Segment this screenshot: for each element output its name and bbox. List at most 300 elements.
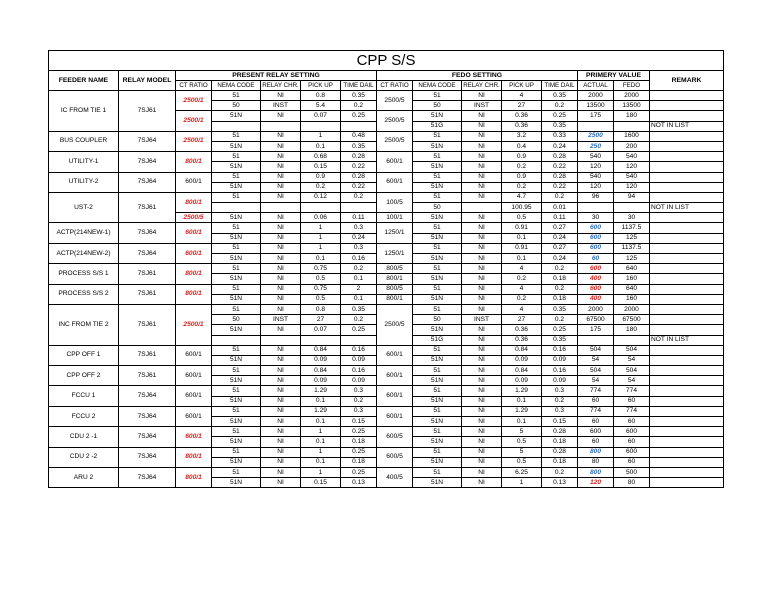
fedo-time-dail: 0.35 bbox=[542, 91, 578, 101]
fedo-time-dail: 0.28 bbox=[542, 152, 578, 162]
primary-fedo: 180 bbox=[614, 111, 650, 121]
primary-fedo: 1600 bbox=[614, 131, 650, 141]
fedo-nema-code: 51N bbox=[413, 396, 462, 406]
fedo-time-dail: 0.24 bbox=[542, 254, 578, 264]
present-nema-code: 51N bbox=[212, 162, 261, 172]
table-row bbox=[49, 192, 724, 202]
present-time-dail: 0.2 bbox=[341, 396, 377, 406]
primary-actual: 54 bbox=[578, 355, 614, 365]
fedo-relay-chr: INST bbox=[462, 315, 502, 325]
fedo-nema-code: 51N bbox=[413, 162, 462, 172]
present-time-dail: 2 bbox=[341, 284, 377, 294]
relay-model: 7SJ64 bbox=[119, 406, 176, 426]
primary-fedo bbox=[614, 121, 650, 131]
primary-actual: 120 bbox=[578, 182, 614, 192]
remark bbox=[650, 284, 724, 294]
subheader-pick-up: PICK UP bbox=[301, 81, 341, 91]
primary-fedo: 2000 bbox=[614, 304, 650, 314]
fedo-pick-up: 0.84 bbox=[502, 345, 542, 355]
remark bbox=[650, 478, 724, 488]
primary-fedo: 640 bbox=[614, 264, 650, 274]
subheader-fedo: FEDO bbox=[614, 81, 650, 91]
present-nema-code: 51 bbox=[212, 172, 261, 182]
fedo-pick-up: 5 bbox=[502, 427, 542, 437]
fedo-time-dail: 0.25 bbox=[542, 111, 578, 121]
primary-fedo: 125 bbox=[614, 254, 650, 264]
fedo-pick-up: 0.2 bbox=[502, 162, 542, 172]
primary-fedo: 200 bbox=[614, 141, 650, 151]
primary-fedo: 60 bbox=[614, 437, 650, 447]
fedo-ct-ratio: 800/1 bbox=[377, 274, 413, 284]
present-pick-up: 0.2 bbox=[301, 182, 341, 192]
header-fedo-setting: FEDO SETTING bbox=[377, 71, 578, 81]
present-time-dail: 0.2 bbox=[341, 264, 377, 274]
present-relay-chr: NI bbox=[261, 152, 301, 162]
fedo-ct-ratio: 2500/5 bbox=[377, 111, 413, 131]
fedo-relay-chr: NI bbox=[462, 478, 502, 488]
remark bbox=[650, 274, 724, 284]
present-relay-chr: NI bbox=[261, 366, 301, 376]
present-time-dail: 0.25 bbox=[341, 427, 377, 437]
fedo-nema-code: 51 bbox=[413, 467, 462, 477]
primary-actual: 400 bbox=[578, 294, 614, 304]
primary-fedo: 1137.5 bbox=[614, 223, 650, 233]
fedo-relay-chr: NI bbox=[462, 274, 502, 284]
present-time-dail bbox=[341, 121, 377, 131]
present-nema-code: 51N bbox=[212, 274, 261, 284]
fedo-nema-code: 51 bbox=[413, 131, 462, 141]
remark bbox=[650, 243, 724, 253]
present-pick-up: 0.1 bbox=[301, 417, 341, 427]
primary-actual: 600 bbox=[578, 284, 614, 294]
present-nema-code: 51N bbox=[212, 437, 261, 447]
present-relay-chr: NI bbox=[261, 467, 301, 477]
header-feeder-name: FEEDER NAME bbox=[49, 71, 119, 91]
primary-actual: 2000 bbox=[578, 91, 614, 101]
present-ct-ratio: 2500/1 bbox=[176, 131, 212, 151]
fedo-nema-code: 51 bbox=[413, 264, 462, 274]
present-pick-up: 0.09 bbox=[301, 376, 341, 386]
fedo-relay-chr: NI bbox=[462, 406, 502, 416]
fedo-time-dail: 0.01 bbox=[542, 203, 578, 213]
fedo-pick-up: 27 bbox=[502, 101, 542, 111]
present-nema-code: 51 bbox=[212, 243, 261, 253]
fedo-relay-chr: NI bbox=[462, 366, 502, 376]
fedo-pick-up: 0.9 bbox=[502, 172, 542, 182]
primary-actual: 600 bbox=[578, 243, 614, 253]
present-relay-chr: NI bbox=[261, 386, 301, 396]
fedo-pick-up: 1.29 bbox=[502, 406, 542, 416]
fedo-pick-up: 0.36 bbox=[502, 335, 542, 345]
fedo-ct-ratio: 800/1 bbox=[377, 294, 413, 304]
fedo-pick-up: 0.1 bbox=[502, 396, 542, 406]
primary-actual: 540 bbox=[578, 172, 614, 182]
header-present-relay-setting: PRESENT RELAY SETTING bbox=[176, 71, 377, 81]
remark bbox=[650, 162, 724, 172]
fedo-time-dail: 0.22 bbox=[542, 162, 578, 172]
feeder-name: UTILITY-2 bbox=[49, 172, 119, 192]
table-row bbox=[49, 406, 724, 416]
remark bbox=[650, 325, 724, 335]
present-relay-chr: NI bbox=[261, 325, 301, 335]
fedo-pick-up: 4 bbox=[502, 91, 542, 101]
present-time-dail: 0.09 bbox=[341, 376, 377, 386]
present-ct-ratio: 2500/5 bbox=[176, 213, 212, 223]
fedo-time-dail: 0.16 bbox=[542, 345, 578, 355]
present-relay-chr: NI bbox=[261, 406, 301, 416]
feeder-name: CPP OFF 1 bbox=[49, 345, 119, 365]
fedo-time-dail: 0.18 bbox=[542, 294, 578, 304]
present-time-dail: 0.28 bbox=[341, 152, 377, 162]
present-time-dail: 0.25 bbox=[341, 111, 377, 121]
fedo-relay-chr: INST bbox=[462, 101, 502, 111]
table-row bbox=[49, 131, 724, 141]
fedo-nema-code: 50 bbox=[413, 203, 462, 213]
primary-fedo: 30 bbox=[614, 213, 650, 223]
present-time-dail: 0.48 bbox=[341, 131, 377, 141]
primary-actual: 120 bbox=[578, 162, 614, 172]
present-time-dail: 0.28 bbox=[341, 172, 377, 182]
fedo-relay-chr: NI bbox=[462, 233, 502, 243]
primary-actual: 175 bbox=[578, 111, 614, 121]
fedo-pick-up: 27 bbox=[502, 315, 542, 325]
primary-actual: 60 bbox=[578, 417, 614, 427]
present-relay-chr bbox=[261, 203, 301, 213]
primary-actual: 600 bbox=[578, 427, 614, 437]
feeder-name: IC FROM TIE 1 bbox=[49, 91, 119, 132]
present-nema-code: 51 bbox=[212, 427, 261, 437]
present-time-dail: 0.35 bbox=[341, 141, 377, 151]
present-nema-code bbox=[212, 203, 261, 213]
present-pick-up: 0.75 bbox=[301, 264, 341, 274]
present-pick-up: 0.75 bbox=[301, 284, 341, 294]
primary-actual: 2500 bbox=[578, 131, 614, 141]
remark bbox=[650, 172, 724, 182]
present-pick-up: 5.4 bbox=[301, 101, 341, 111]
present-relay-chr: NI bbox=[261, 233, 301, 243]
fedo-time-dail: 0.28 bbox=[542, 172, 578, 182]
present-relay-chr: NI bbox=[261, 243, 301, 253]
present-nema-code: 51 bbox=[212, 264, 261, 274]
present-ct-ratio: 800/1 bbox=[176, 192, 212, 212]
fedo-ct-ratio: 600/1 bbox=[377, 172, 413, 192]
fedo-relay-chr: NI bbox=[462, 437, 502, 447]
present-nema-code bbox=[212, 121, 261, 131]
primary-actual: 600 bbox=[578, 223, 614, 233]
subheader-pick-up: PICK UP bbox=[502, 81, 542, 91]
feeder-name: CDU 2 -2 bbox=[49, 447, 119, 467]
present-relay-chr: NI bbox=[261, 447, 301, 457]
relay-model: 7SJ64 bbox=[119, 131, 176, 151]
fedo-relay-chr: NI bbox=[462, 91, 502, 101]
fedo-pick-up: 4.7 bbox=[502, 192, 542, 202]
primary-actual: 30 bbox=[578, 213, 614, 223]
primary-fedo: 67500 bbox=[614, 315, 650, 325]
remark bbox=[650, 192, 724, 202]
fedo-relay-chr: NI bbox=[462, 386, 502, 396]
remark bbox=[650, 417, 724, 427]
primary-fedo: 1137.5 bbox=[614, 243, 650, 253]
present-nema-code: 51N bbox=[212, 325, 261, 335]
primary-fedo: 13500 bbox=[614, 101, 650, 111]
present-relay-chr: NI bbox=[261, 304, 301, 314]
table-row bbox=[49, 243, 724, 253]
present-time-dail: 0.25 bbox=[341, 467, 377, 477]
remark bbox=[650, 345, 724, 355]
relay-model: 7SJ64 bbox=[119, 427, 176, 447]
fedo-time-dail: 0.09 bbox=[542, 376, 578, 386]
primary-fedo bbox=[614, 335, 650, 345]
present-nema-code: 51N bbox=[212, 396, 261, 406]
fedo-nema-code: 51N bbox=[413, 213, 462, 223]
present-nema-code: 51N bbox=[212, 478, 261, 488]
fedo-time-dail: 0.3 bbox=[542, 406, 578, 416]
remark: NOT IN LIST bbox=[650, 203, 724, 213]
present-pick-up: 0.9 bbox=[301, 172, 341, 182]
present-relay-chr: NI bbox=[261, 274, 301, 284]
present-ct-ratio: 600/1 bbox=[176, 172, 212, 192]
present-time-dail bbox=[341, 335, 377, 345]
primary-actual: 400 bbox=[578, 274, 614, 284]
remark bbox=[650, 457, 724, 467]
present-time-dail: 0.2 bbox=[341, 101, 377, 111]
fedo-pick-up: 0.2 bbox=[502, 274, 542, 284]
present-relay-chr: INST bbox=[261, 101, 301, 111]
fedo-relay-chr: NI bbox=[462, 254, 502, 264]
present-nema-code bbox=[212, 335, 261, 345]
present-time-dail: 0.09 bbox=[341, 355, 377, 365]
present-time-dail: 0.1 bbox=[341, 274, 377, 284]
fedo-pick-up: 4 bbox=[502, 284, 542, 294]
fedo-relay-chr: NI bbox=[462, 427, 502, 437]
present-relay-chr: NI bbox=[261, 213, 301, 223]
relay-model: 7SJ61 bbox=[119, 366, 176, 386]
fedo-nema-code: 51N bbox=[413, 182, 462, 192]
fedo-pick-up: 0.1 bbox=[502, 254, 542, 264]
primary-fedo: 54 bbox=[614, 376, 650, 386]
primary-fedo: 160 bbox=[614, 294, 650, 304]
primary-actual: 800 bbox=[578, 467, 614, 477]
present-pick-up: 0.8 bbox=[301, 91, 341, 101]
fedo-nema-code: 51 bbox=[413, 223, 462, 233]
fedo-ct-ratio: 600/5 bbox=[377, 447, 413, 467]
relay-model: 7SJ61 bbox=[119, 345, 176, 365]
primary-fedo bbox=[614, 203, 650, 213]
fedo-nema-code: 51N bbox=[413, 478, 462, 488]
present-ct-ratio: 2500/1 bbox=[176, 91, 212, 111]
primary-actual: 120 bbox=[578, 478, 614, 488]
present-pick-up bbox=[301, 335, 341, 345]
present-nema-code: 51N bbox=[212, 141, 261, 151]
present-time-dail: 0.25 bbox=[341, 325, 377, 335]
header-relay-model: RELAY MODEL bbox=[119, 71, 176, 91]
feeder-name: CPP OFF 2 bbox=[49, 366, 119, 386]
fedo-time-dail: 0.2 bbox=[542, 192, 578, 202]
fedo-nema-code: 51N bbox=[413, 233, 462, 243]
fedo-time-dail: 0.35 bbox=[542, 335, 578, 345]
present-pick-up: 0.09 bbox=[301, 355, 341, 365]
present-time-dail: 0.18 bbox=[341, 437, 377, 447]
present-pick-up: 1 bbox=[301, 427, 341, 437]
fedo-time-dail: 0.35 bbox=[542, 304, 578, 314]
subheader-time-dail: TIME DAIL bbox=[341, 81, 377, 91]
header-remark: REMARK bbox=[650, 71, 724, 91]
feeder-name: FCCU 2 bbox=[49, 406, 119, 426]
fedo-nema-code: 51N bbox=[413, 254, 462, 264]
present-ct-ratio: 600/1 bbox=[176, 366, 212, 386]
primary-fedo: 94 bbox=[614, 192, 650, 202]
fedo-nema-code: 51 bbox=[413, 447, 462, 457]
relay-model: 7SJ61 bbox=[119, 284, 176, 304]
present-time-dail: 0.22 bbox=[341, 162, 377, 172]
present-nema-code: 51 bbox=[212, 131, 261, 141]
subheader-nema-code: NEMA CODE bbox=[212, 81, 261, 91]
remark bbox=[650, 152, 724, 162]
fedo-pick-up: 0.2 bbox=[502, 294, 542, 304]
fedo-time-dail: 0.18 bbox=[542, 457, 578, 467]
present-ct-ratio: 800/1 bbox=[176, 447, 212, 467]
present-pick-up: 27 bbox=[301, 315, 341, 325]
relay-model: 7SJ61 bbox=[119, 192, 176, 223]
present-time-dail: 0.2 bbox=[341, 192, 377, 202]
present-ct-ratio: 600/1 bbox=[176, 427, 212, 447]
present-nema-code: 51 bbox=[212, 152, 261, 162]
primary-actual: 54 bbox=[578, 376, 614, 386]
fedo-nema-code: 51 bbox=[413, 152, 462, 162]
table-row bbox=[49, 366, 724, 376]
fedo-pick-up: 0.1 bbox=[502, 417, 542, 427]
fedo-pick-up: 0.84 bbox=[502, 366, 542, 376]
fedo-nema-code: 51 bbox=[413, 192, 462, 202]
remark bbox=[650, 101, 724, 111]
fedo-time-dail: 0.18 bbox=[542, 274, 578, 284]
fedo-pick-up: 1 bbox=[502, 478, 542, 488]
sheet-title: CPP S/S bbox=[49, 51, 724, 71]
primary-actual: 774 bbox=[578, 386, 614, 396]
fedo-pick-up: 3.2 bbox=[502, 131, 542, 141]
fedo-pick-up: 0.91 bbox=[502, 243, 542, 253]
present-pick-up: 0.68 bbox=[301, 152, 341, 162]
feeder-name: ACTP(214NEW-1) bbox=[49, 223, 119, 243]
present-nema-code: 51 bbox=[212, 467, 261, 477]
primary-fedo: 60 bbox=[614, 457, 650, 467]
primary-actual: 67500 bbox=[578, 315, 614, 325]
fedo-nema-code: 51 bbox=[413, 172, 462, 182]
present-relay-chr: NI bbox=[261, 254, 301, 264]
present-relay-chr bbox=[261, 121, 301, 131]
primary-actual: 60 bbox=[578, 254, 614, 264]
present-nema-code: 51N bbox=[212, 376, 261, 386]
remark bbox=[650, 447, 724, 457]
fedo-nema-code: 51 bbox=[413, 91, 462, 101]
fedo-nema-code: 51N bbox=[413, 457, 462, 467]
fedo-relay-chr: NI bbox=[462, 467, 502, 477]
fedo-pick-up: 0.2 bbox=[502, 182, 542, 192]
primary-actual: 96 bbox=[578, 192, 614, 202]
fedo-time-dail: 0.24 bbox=[542, 141, 578, 151]
present-relay-chr: NI bbox=[261, 457, 301, 467]
fedo-nema-code: 51 bbox=[413, 284, 462, 294]
present-time-dail: 0.13 bbox=[341, 478, 377, 488]
fedo-relay-chr: NI bbox=[462, 457, 502, 467]
relay-model: 7SJ64 bbox=[119, 223, 176, 243]
primary-fedo: 774 bbox=[614, 386, 650, 396]
present-time-dail: 0.22 bbox=[341, 182, 377, 192]
present-nema-code: 51N bbox=[212, 417, 261, 427]
present-ct-ratio: 600/1 bbox=[176, 243, 212, 263]
present-relay-chr: NI bbox=[261, 91, 301, 101]
fedo-time-dail: 0.3 bbox=[542, 386, 578, 396]
present-ct-ratio: 800/1 bbox=[176, 264, 212, 284]
present-pick-up: 0.15 bbox=[301, 478, 341, 488]
fedo-ct-ratio: 600/1 bbox=[377, 406, 413, 426]
present-relay-chr: NI bbox=[261, 192, 301, 202]
fedo-nema-code: 51N bbox=[413, 437, 462, 447]
relay-model: 7SJ64 bbox=[119, 447, 176, 467]
feeder-name: CDU 2 -1 bbox=[49, 427, 119, 447]
fedo-ct-ratio: 1250/1 bbox=[377, 223, 413, 243]
present-nema-code: 51 bbox=[212, 192, 261, 202]
primary-fedo: 160 bbox=[614, 274, 650, 284]
fedo-ct-ratio: 2500/5 bbox=[377, 304, 413, 345]
present-time-dail: 0.16 bbox=[341, 254, 377, 264]
table-row bbox=[49, 386, 724, 396]
present-pick-up: 1 bbox=[301, 223, 341, 233]
present-nema-code: 51 bbox=[212, 284, 261, 294]
present-relay-chr: NI bbox=[261, 111, 301, 121]
remark bbox=[650, 304, 724, 314]
present-ct-ratio: 800/1 bbox=[176, 467, 212, 487]
primary-fedo: 120 bbox=[614, 162, 650, 172]
present-pick-up: 0.84 bbox=[301, 366, 341, 376]
present-nema-code: 50 bbox=[212, 315, 261, 325]
present-pick-up: 1 bbox=[301, 467, 341, 477]
present-relay-chr: NI bbox=[261, 172, 301, 182]
present-relay-chr: NI bbox=[261, 396, 301, 406]
fedo-time-dail: 0.28 bbox=[542, 447, 578, 457]
fedo-relay-chr: NI bbox=[462, 294, 502, 304]
fedo-pick-up: 0.4 bbox=[502, 141, 542, 151]
fedo-time-dail: 0.22 bbox=[542, 182, 578, 192]
fedo-time-dail: 0.13 bbox=[542, 478, 578, 488]
primary-fedo: 600 bbox=[614, 447, 650, 457]
present-relay-chr: NI bbox=[261, 478, 301, 488]
fedo-relay-chr: NI bbox=[462, 223, 502, 233]
present-time-dail: 0.11 bbox=[341, 213, 377, 223]
remark bbox=[650, 294, 724, 304]
fedo-relay-chr: NI bbox=[462, 264, 502, 274]
remark bbox=[650, 91, 724, 101]
subheader-ct-ratio: CT RATIO bbox=[176, 81, 212, 91]
fedo-time-dail: 0.24 bbox=[542, 233, 578, 243]
present-relay-chr bbox=[261, 335, 301, 345]
present-pick-up: 0.1 bbox=[301, 396, 341, 406]
fedo-time-dail: 0.18 bbox=[542, 437, 578, 447]
fedo-relay-chr: NI bbox=[462, 172, 502, 182]
primary-fedo: 540 bbox=[614, 152, 650, 162]
feeder-name: PROCESS S/S 1 bbox=[49, 264, 119, 284]
fedo-pick-up: 0.9 bbox=[502, 152, 542, 162]
present-nema-code: 51N bbox=[212, 111, 261, 121]
fedo-ct-ratio: 100/1 bbox=[377, 213, 413, 223]
remark bbox=[650, 437, 724, 447]
table-row bbox=[49, 447, 724, 457]
primary-fedo: 504 bbox=[614, 345, 650, 355]
primary-actual: 504 bbox=[578, 345, 614, 355]
fedo-nema-code: 51N bbox=[413, 417, 462, 427]
primary-actual bbox=[578, 121, 614, 131]
relay-model: 7SJ64 bbox=[119, 386, 176, 406]
